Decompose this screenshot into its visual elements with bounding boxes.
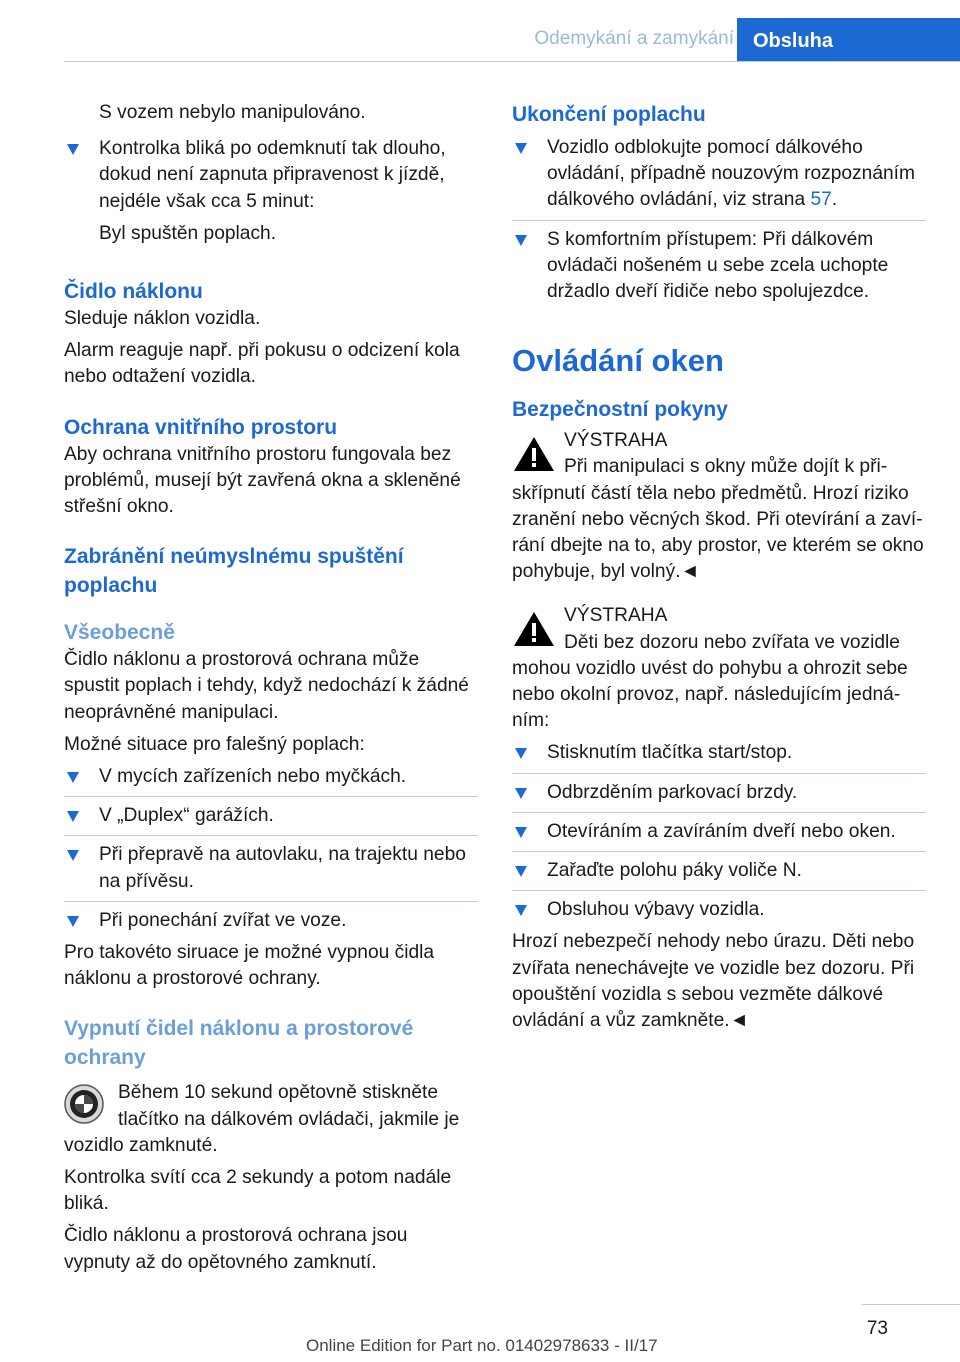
closing-paragraph: Hrozí nebezpečí nehody nebo úrazu. Děti nebo zvířata nenechávejte ve vozidle bez dozoru. Při opouštění vozidla s sebou vezměte dálkové ovládání a vůz zamkněte.◄ (512, 931, 915, 1032)
warning-icon (512, 434, 556, 474)
list-item: Zařaďte polohu páky voliče N. (512, 858, 926, 891)
triangle-bullet-icon (515, 788, 527, 799)
warning-block-2 (512, 603, 926, 734)
list-item: Kontrolka bliká po odemknutí tak dlouho, dokud není zapnuta připravenost k jízdě, nejdéle však cca 5 minut: (64, 136, 478, 215)
general-heading: Všeobecně (64, 621, 175, 645)
disable-p3: Čidlo náklonu a prostorová ochrana jsou vypnuty až do opětovného zamknutí. (64, 1225, 408, 1273)
list-item: V mycích zařízeních nebo myčkách. (64, 764, 478, 797)
triangle-bullet-icon (67, 144, 79, 155)
warning-title: VÝSTRAHA (564, 605, 668, 627)
disable-block (64, 1080, 478, 1159)
triangle-bullet-icon (515, 235, 527, 246)
triangle-bullet-icon (67, 916, 79, 927)
list-item: Stisknutím tlačítka start/stop. (512, 740, 926, 773)
triangle-bullet-icon (515, 866, 527, 877)
situations-list (64, 764, 478, 934)
warning-text: Při manipulaci s okny může dojít k přiskřípnutí částí těla nebo předmětů. Hrozí riziko zranění nebo věcných škod. Při otevírání a zavírání dbejte na to, aby prostor, ve kterém se okno pohybuje, byl volný.◄ (512, 456, 924, 583)
disable-p2: Kontrolka svítí cca 2 sekundy a potom nadále bliká. (64, 1167, 452, 1215)
stop-alarm-list (512, 135, 926, 305)
left-column (64, 100, 478, 1282)
list-item: Při ponechání zvířat ve voze. (64, 908, 478, 934)
chapter-tab[interactable]: Obsluha (737, 18, 960, 62)
interior-p: Aby ochrana vnitřního prostoru fungovala bez problémů, musejí být zavřená okna a skleněné střešní okno. (64, 443, 461, 518)
list-item: S komfortním přístupem: Při dálkovém ovládači nošeném u sebe zcela uchopte držadlo dveří řidiče nebo spolujezdce. (512, 227, 926, 306)
blink-list (64, 136, 478, 215)
list-item: Vozidlo odblokujte pomocí dálkového ovládání, případně nouzovým rozpoznáním dálkového ovládání, viz strana 57. (512, 135, 926, 221)
page-link[interactable]: 57 (810, 189, 832, 211)
warning-block-1 (512, 428, 926, 585)
page-number: 73 (866, 1318, 888, 1339)
list-item: Při přepravě na autovlaku, na trajektu nebo na přívěsu. (64, 842, 478, 901)
disable-p1: Během 10 sekund opětovně stiskněte tlačítko na dálkovém ovládači, jakmile je vozidlo zamknuté. (64, 1082, 460, 1156)
actions-list (512, 740, 926, 923)
alarm-triggered-text: Byl spuštěn poplach. (99, 222, 277, 244)
disable-sensors-heading: Vypnutí čidel náklonu a prostorové ochrany (64, 1017, 414, 1070)
list-item: Odbrzděním parkovací brzdy. (512, 780, 926, 813)
edition-footer: Online Edition for Part no. 01402978633 - II/17 (306, 1336, 658, 1355)
list-item: Obsluhou výbavy vozidla. (512, 897, 926, 923)
tilt-sensor-heading: Čidlo náklonu (64, 280, 203, 304)
window-operation-heading: Ovládání oken (512, 343, 724, 379)
triangle-bullet-icon (515, 827, 527, 838)
intro-continuation: S vozem nebylo manipulováno. (99, 102, 366, 123)
triangle-bullet-icon (515, 143, 527, 154)
warning-icon (512, 609, 556, 649)
list-item: V „Duplex“ garážích. (64, 803, 478, 836)
footer-divider (862, 1304, 960, 1305)
remote-key-icon (64, 1084, 104, 1124)
stop-alarm-heading: Ukončení poplachu (512, 103, 706, 126)
tilt-p1: Sleduje náklon vozidla. (64, 308, 261, 330)
right-column (512, 100, 926, 1040)
situations-outro: Pro takovéto siruace je možné vypnou čidla náklonu a prostorové ochrany. (64, 942, 435, 990)
general-p: Čidlo náklonu a prostorová ochrana může spustit poplach i tehdy, když nedochází k žádné neoprávněné manipulaci. (64, 649, 469, 723)
page-header (0, 0, 960, 62)
interior-protection-heading: Ochrana vnitřního prostoru (64, 415, 338, 439)
situations-intro: Možné situace pro falešný poplach: (64, 733, 365, 755)
section-title: Odemykání a zamykání (534, 28, 734, 49)
triangle-bullet-icon (67, 772, 79, 783)
triangle-bullet-icon (515, 905, 527, 916)
safety-notes-heading: Bezpečnostní pokyny (512, 398, 728, 422)
triangle-bullet-icon (515, 748, 527, 759)
triangle-bullet-icon (67, 850, 79, 861)
warning-text: Děti bez dozoru nebo zvířata ve vozidle mohou vozidlo uvést do pohybu a ohrozit sebe nebo okolní provoz, např. následujícím jednáním: (512, 631, 908, 732)
warning-title: VÝSTRAHA (564, 430, 668, 452)
tilt-p2: Alarm reaguje např. při pokusu o odcizení kola nebo odtažení vozidla. (64, 340, 460, 388)
triangle-bullet-icon (67, 811, 79, 822)
list-item: Otevíráním a zavíráním dveří nebo oken. (512, 819, 926, 852)
header-divider (64, 61, 960, 62)
false-alarm-heading: Zabránění neúmyslnému spuštění poplachu (64, 545, 404, 598)
